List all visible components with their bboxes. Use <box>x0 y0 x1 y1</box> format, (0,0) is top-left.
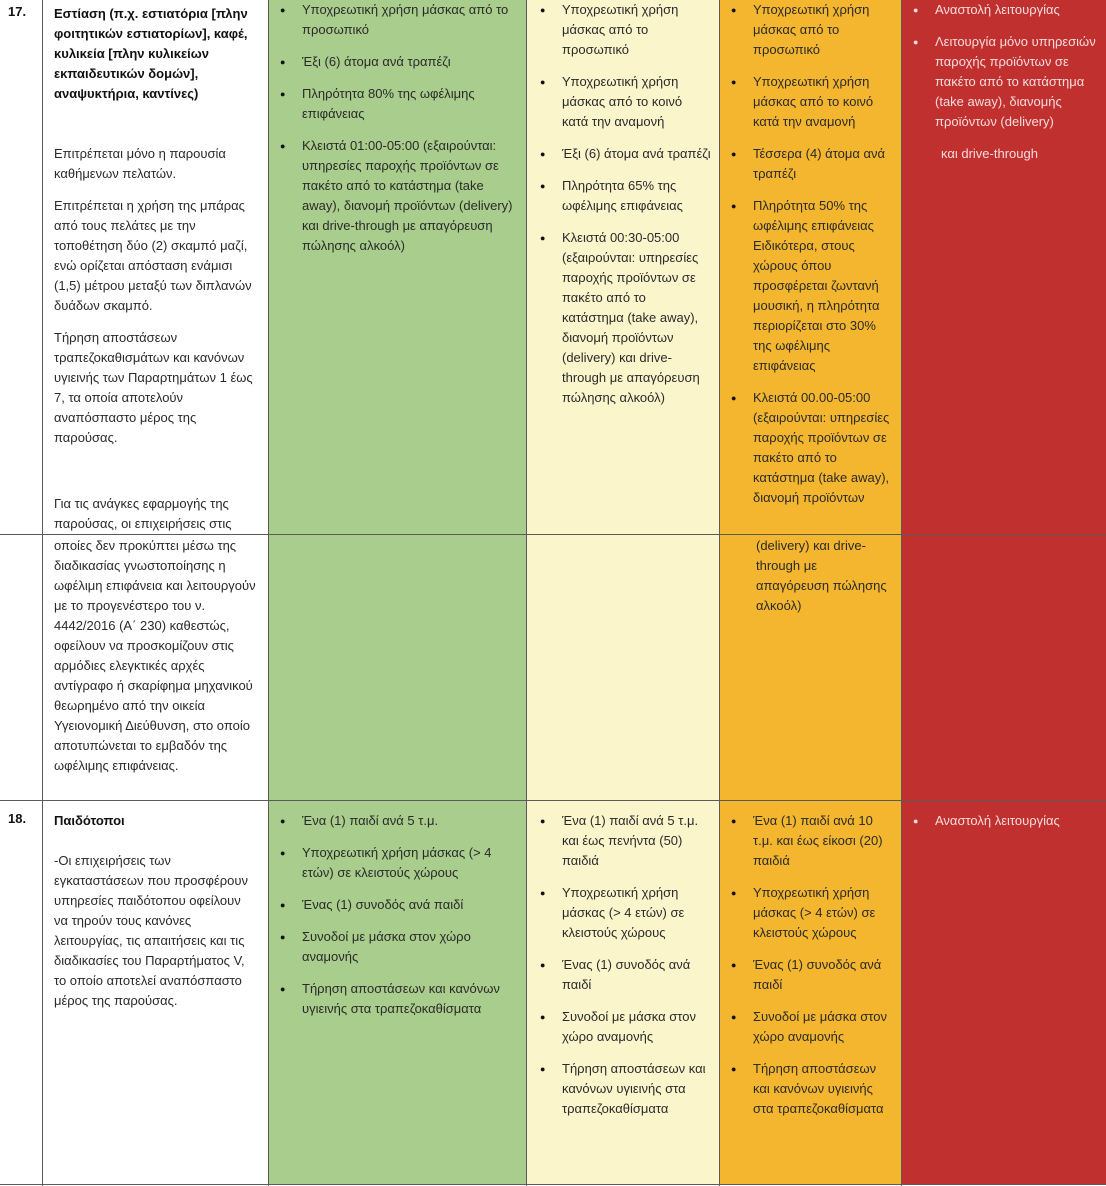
green-level-cell <box>268 535 526 800</box>
measure-item: ● Τήρηση αποστάσεων και κανόνων υγιεινής στα τραπεζοκαθίσματα <box>534 1059 711 1119</box>
measure-item: ● Ένας (1) συνοδός ανά παιδί <box>274 895 518 915</box>
measure-item: ● Υποχρεωτική χρήση μάσκας (> 4 ετών) σε κλειστούς χώρους <box>725 883 893 943</box>
measure-item: ● Συνοδοί με μάσκα στον χώρο αναμονής <box>534 1007 711 1047</box>
red-level-cell <box>901 535 1106 800</box>
measure-item: ● Πληρότητα 50% της ωφέλιμης επιφάνειας Ειδικότερα, στους χώρους όπου προσφέρεται ζωντανή μουσική, η πληρότητα περιορίζεται στο 30% της ωφέλιμης επιφάνειας <box>725 196 893 376</box>
orange-level-cell <box>719 801 901 1184</box>
row-description <box>42 801 268 1184</box>
measure-item: ● Κλειστά 00.00-05:00 (εξαιρούνται: υπηρεσίες παροχής προϊόντων σε πακέτο από το κατάστημα (take away), διανομή προϊόντων <box>725 388 893 508</box>
column-divider <box>526 0 527 1186</box>
row-description <box>42 0 268 534</box>
measure-item: ● Υποχρεωτική χρήση μάσκας από το προσωπικό <box>725 0 893 60</box>
measure-item: ● Ένα (1) παιδί ανά 5 τ.μ. <box>274 811 518 831</box>
orange-level-cell <box>719 535 901 800</box>
row-number-empty <box>0 535 42 800</box>
measure-item: ● Έξι (6) άτομα ανά τραπέζι <box>534 144 711 164</box>
measure-item: ● Υποχρεωτική χρήση μάσκας από το κοινό κατά την αναμονή <box>534 72 711 132</box>
measure-item: ● Ένα (1) παιδί ανά 10 τ.μ. και έως είκοσι (20) παιδιά <box>725 811 893 871</box>
column-divider <box>42 0 43 1186</box>
measure-item: ● Ένας (1) συνοδός ανά παιδί <box>534 955 711 995</box>
measure-item: ● Ένα (1) παιδί ανά 5 τ.μ. και έως πενήντα (50) παιδιά <box>534 811 711 871</box>
measure-item: ● Υποχρεωτική χρήση μάσκας από το κοινό κατά την αναμονή <box>725 72 893 132</box>
column-divider <box>268 0 269 1186</box>
measure-item: ● Συνοδοί με μάσκα στον χώρο αναμονής <box>274 927 518 967</box>
column-divider <box>901 0 902 1186</box>
measure-item: ● Υποχρεωτική χρήση μάσκας (> 4 ετών) σε κλειστούς χώρους <box>534 883 711 943</box>
measure-item: ● Κλειστά 01:00-05:00 (εξαιρούνται: υπηρεσίες παροχής προϊόντων σε πακέτο από το κατάστημα (take away), διανομή προϊόντων (delivery) και drive-through με απαγόρευση πώλησης αλκοόλ) <box>274 136 518 256</box>
row-divider <box>0 1184 1106 1185</box>
description-paragraph: Τήρηση αποστάσεων τραπεζοκαθισμάτων και κανόνων υγιεινής των Παραρτημάτων 1 έως 7, τα οποία αποτελούν αναπόσπαστο μέρος της παρούσας. <box>54 330 253 445</box>
measure-item: ● Υποχρεωτική χρήση μάσκας από το προσωπικό <box>534 0 711 60</box>
measure-item: ● Ένας (1) συνοδός ανά παιδί <box>725 955 893 995</box>
row-number: 17. <box>8 4 27 19</box>
measure-continuation: και drive-through <box>941 146 1038 161</box>
measure-item: ● Πληρότητα 80% της ωφέλιμης επιφάνειας <box>274 84 518 124</box>
column-divider <box>719 0 720 1186</box>
measure-item: ● Λειτουργία μόνο υπηρεσιών παροχής προϊόντων σε πακέτο από το κατάστημα (take away), διανομής προϊόντων (delivery) <box>907 32 1098 132</box>
measure-item: ● Πληρότητα 65% της ωφέλιμης επιφάνειας <box>534 176 711 216</box>
measure-item: ● Συνοδοί με μάσκα στον χώρο αναμονής <box>725 1007 893 1047</box>
description-paragraph: οποίες δεν προκύπτει μέσω της διαδικασίας γνωστοποίησης η ωφέλιμη επιφάνεια και λειτουργούν με το προγενέστερο του ν. 4442/2016 (Α΄ 230) καθεστώς, οφείλουν να προσκομίζουν στις αρμόδιες ελεγκτικές αρχές αντίγραφο ή σκαρίφημα μηχανικού θεωρημένο από την οικεία Υγειονομική Διεύθυνση, στο οποίο αποτυπώνεται το εμβαδόν της ωφέλιμης επιφάνειας. <box>54 538 256 773</box>
yellow-level-cell <box>526 535 719 800</box>
row-description <box>42 535 268 800</box>
measure-item: ● Αναστολή λειτουργίας <box>907 0 1098 20</box>
measure-item: ● Έξι (6) άτομα ανά τραπέζι <box>274 52 518 72</box>
row-title: Εστίαση (π.χ. εστιατόρια [πλην φοιτητικών εστιατορίων], καφέ, κυλικεία [πλην κυλικείων εκπαιδευτικών δομών], αναψυκτήρια, καντίνες) <box>54 6 248 101</box>
measure-item: ● Κλειστά 00:30-05:00 (εξαιρούνται: υπηρεσίες παροχής προϊόντων σε πακέτο από το κατάστημα (take away), διανομή προϊόντων (delivery) και drive-through με απαγόρευση πώλησης αλκοόλ) <box>534 228 711 408</box>
yellow-level-cell <box>526 801 719 1184</box>
row-number: 18. <box>8 811 27 826</box>
measure-item: ● Υποχρεωτική χρήση μάσκας (> 4 ετών) σε κλειστούς χώρους <box>274 843 518 883</box>
yellow-level-cell <box>526 0 719 534</box>
green-level-cell <box>268 801 526 1184</box>
orange-level-cell <box>719 0 901 534</box>
description-paragraph: -Οι επιχειρήσεις των εγκαταστάσεων που προσφέρουν υπηρεσίες παιδότοπου οφείλουν να τηρούν τους κανόνες λειτουργίας, τις απαιτήσεις και τις διαδικασίες του Παραρτήματος V, το οποίο αποτελεί αναπόσπαστο μέρος της παρούσας. <box>54 853 249 1008</box>
measure-item: ● Τήρηση αποστάσεων και κανόνων υγιεινής στα τραπεζοκαθίσματα <box>725 1059 893 1119</box>
description-paragraph: Επιτρέπεται η χρήση της μπάρας από τους πελάτες με την τοποθέτηση δύο (2) σκαμπό μαζί, ενώ ορίζεται απόσταση ενάμισι (1,5) μέτρου μεταξύ των διπλανών δυάδων σκαμπό. <box>54 198 252 313</box>
measure-item: ● Τήρηση αποστάσεων και κανόνων υγιεινής στα τραπεζοκαθίσματα <box>274 979 518 1019</box>
row-divider <box>0 534 1106 535</box>
green-level-cell <box>268 0 526 534</box>
measure-item: ● Αναστολή λειτουργίας <box>907 811 1098 831</box>
measure-item: ● Τέσσερα (4) άτομα ανά τραπέζι <box>725 144 893 184</box>
row-divider <box>0 800 1106 801</box>
description-paragraph: Για τις ανάγκες εφαρμογής της παρούσας, οι επιχειρήσεις στις <box>54 496 232 531</box>
measure-item: ● Υποχρεωτική χρήση μάσκας από το προσωπικό <box>274 0 518 40</box>
description-paragraph: Επιτρέπεται μόνο η παρουσία καθήμενων πελατών. <box>54 146 226 181</box>
red-level-cell <box>901 0 1106 534</box>
row-title: Παιδότοποι <box>54 813 125 828</box>
red-level-cell <box>901 801 1106 1184</box>
measure-continuation: (delivery) και drive-through με απαγόρευση πώλησης αλκοόλ) <box>756 538 887 613</box>
